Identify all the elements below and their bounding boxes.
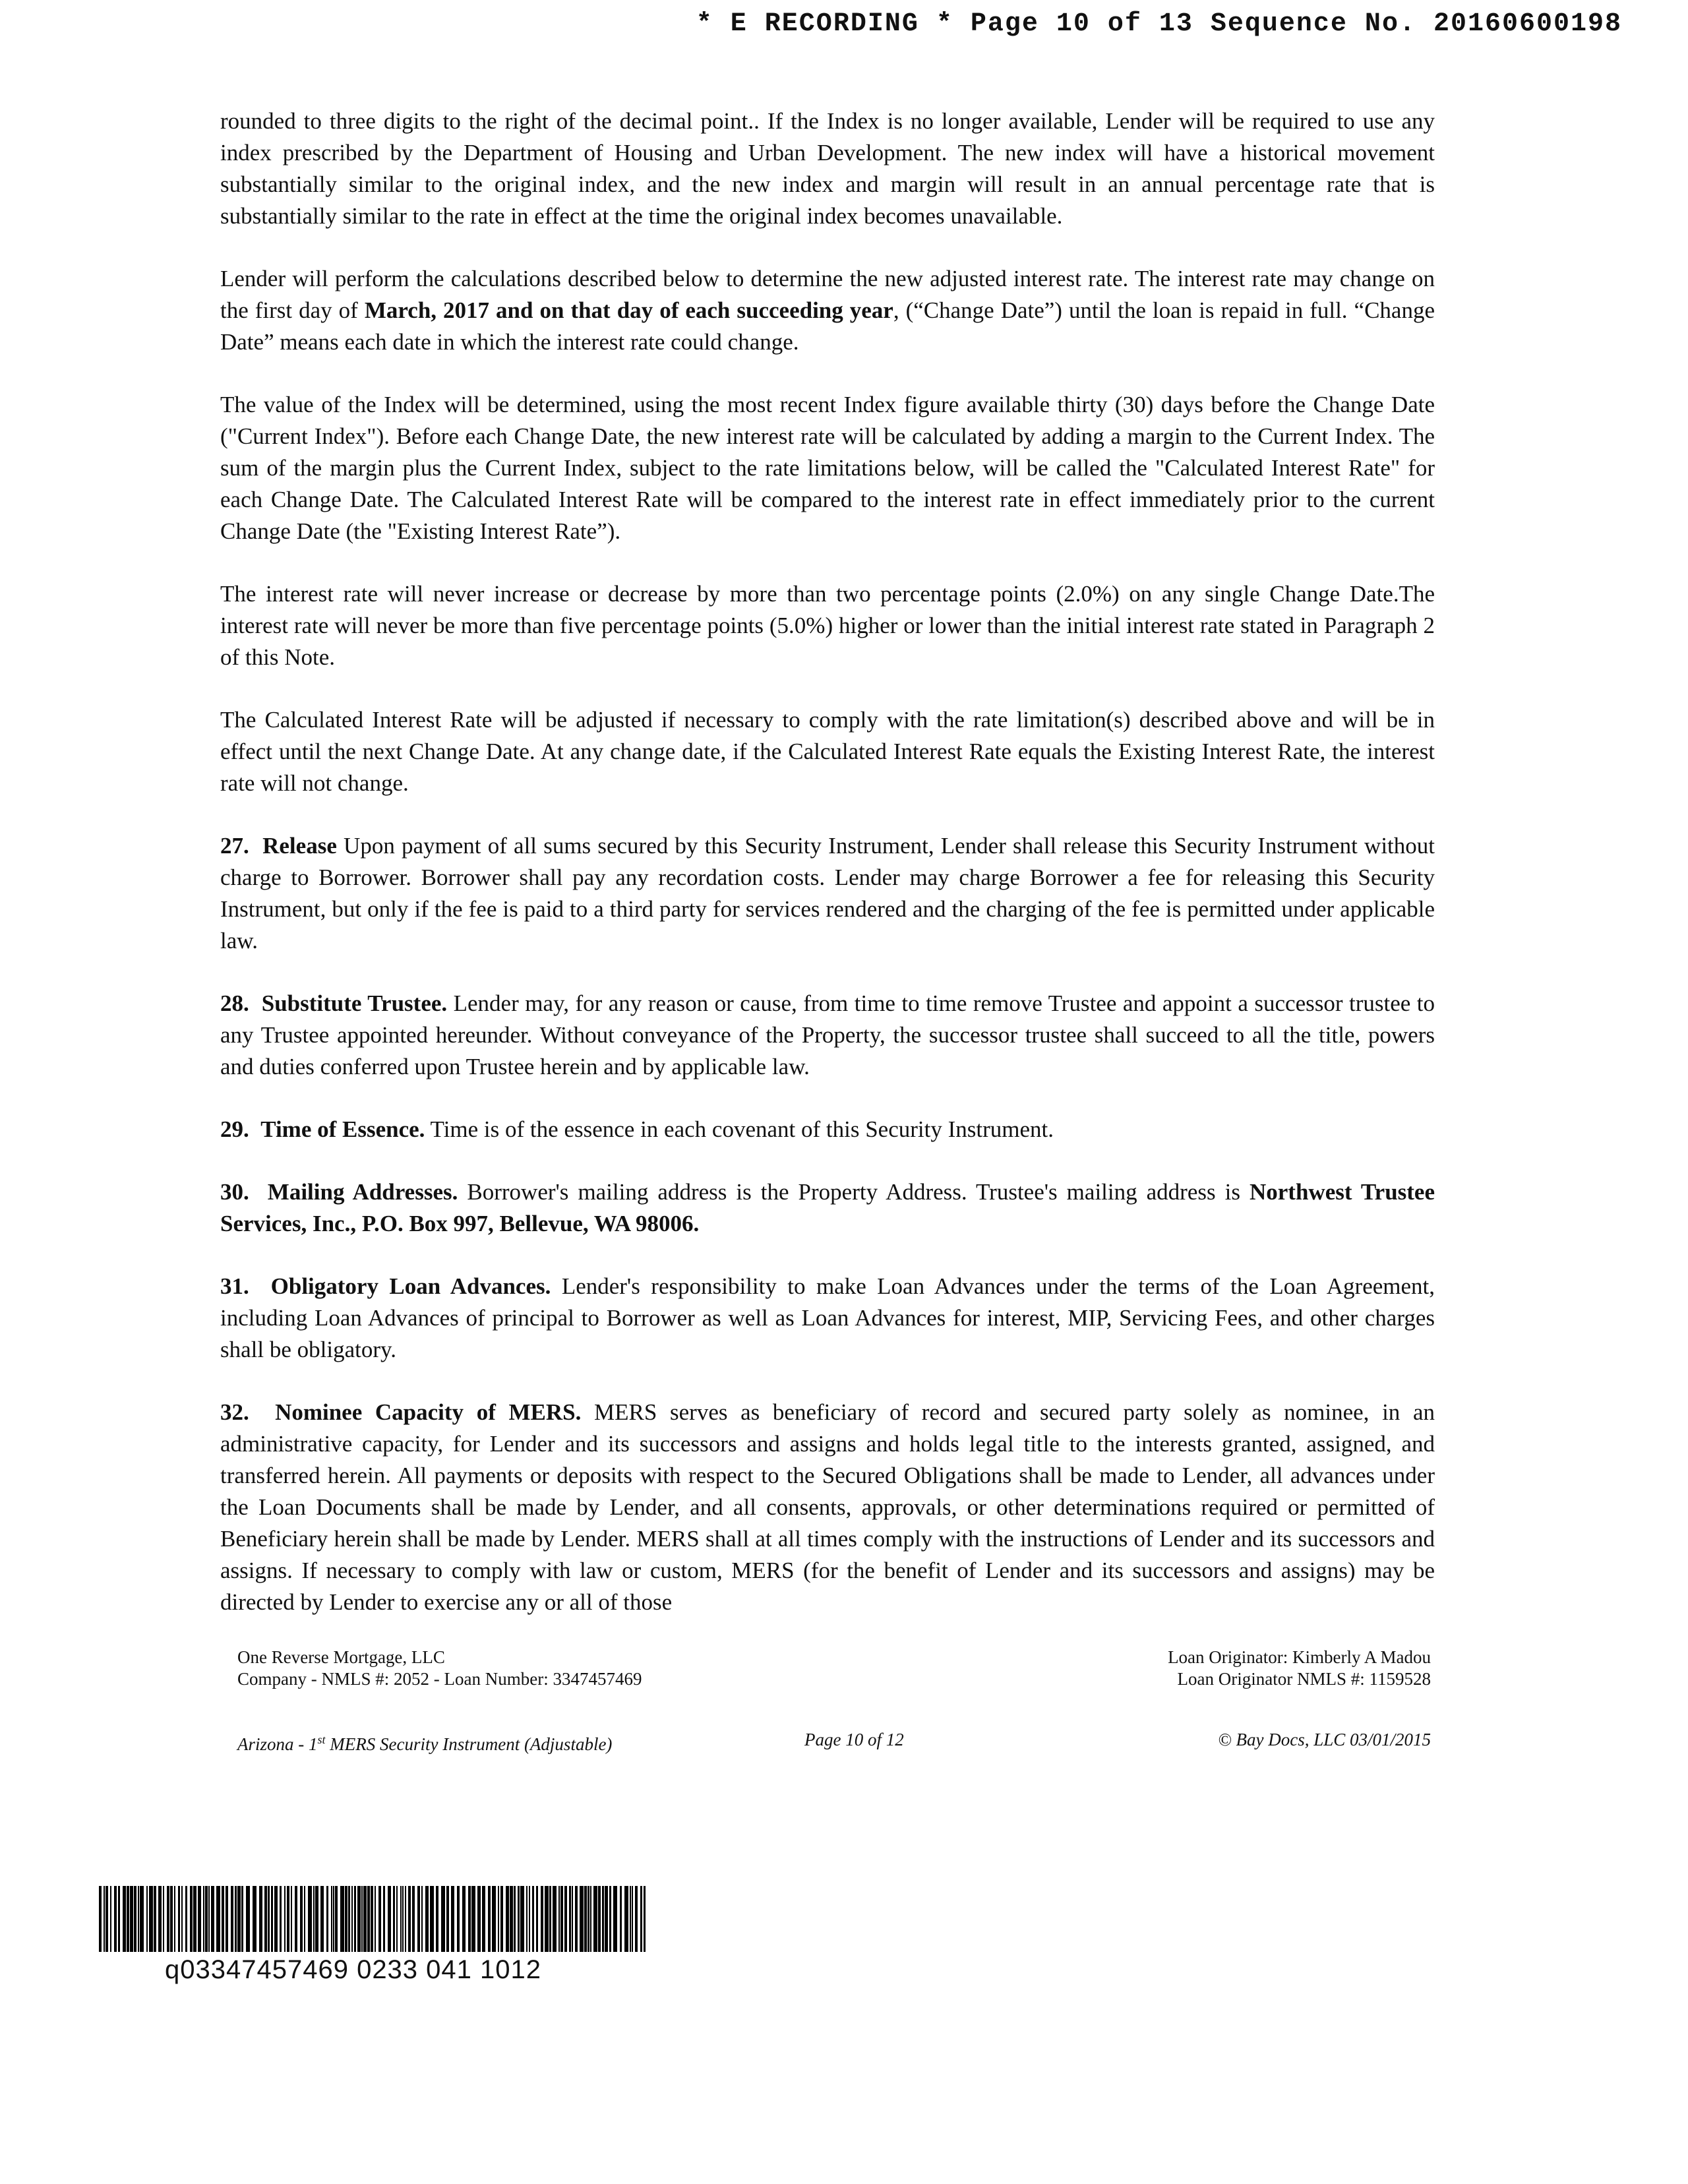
recording-header: * E RECORDING * Page 10 of 13 Sequence No. 20160600198 — [696, 9, 1622, 39]
section-text: MERS serves as beneficiary of record and secured party solely as nominee, in an administrative capacity, for Lender and its successors and assigns and holds legal title to the interests granted, assigned, and transferred herein. All payments or deposits with respect to the Secured Obligations shall be made to Lender, all advances under the Loan Documents shall be made by Lender, and all consents, approvals, or other determinations required or permitted of Beneficiary herein shall be made by Lender. MERS shall at all times comply with the instructions of Lender and its successors and assigns. If necessary to comply with law or custom, MERS (for the benefit of Lender and its successors and assigns) may be directed by Lender to exercise any or all of those — [220, 1399, 1435, 1615]
section-heading: Substitute Trustee. — [261, 990, 448, 1016]
section-text: Upon payment of all sums secured by this Security Instrument, Lender shall release this Security Instrument without charge to Borrower. Borrower shall pay any recordation costs. Lender may charge Borrower a fee for releasing this Security Instrument, but only if the fee is paid to a third party for services rendered and the charging of the fee is permitted under applicable law. — [220, 833, 1435, 954]
form-title: Arizona - 1st MERS Security Instrument (Adjustable) — [237, 1733, 613, 1754]
change-date-bold: March, 2017 and on that day of each succeeding year — [364, 297, 893, 323]
section-number: 29. — [220, 1116, 249, 1142]
section-31-obligatory-loan-advances — [220, 1271, 1435, 1366]
section-27-release — [220, 830, 1435, 957]
document-body — [220, 106, 1435, 1618]
section-heading: Time of Essence. — [260, 1116, 425, 1142]
section-heading: Obligatory Loan Advances. — [270, 1273, 551, 1299]
loan-originator: Loan Originator: Kimberly A Madou — [1168, 1647, 1431, 1667]
paragraph-change-date — [220, 263, 1435, 358]
section-29-time-of-essence — [220, 1114, 1435, 1145]
section-30-mailing-addresses — [220, 1176, 1435, 1240]
section-text: Borrower's mailing address is the Property Address. Trustee's mailing address is — [458, 1179, 1250, 1205]
section-number: 28. — [220, 990, 249, 1016]
section-heading: Mailing Addresses. — [267, 1179, 458, 1205]
section-number: 30. — [220, 1179, 249, 1205]
trustee-address: Northwest Trustee Services, Inc., P.O. Box 997, Bellevue, WA 98006. — [220, 1179, 1435, 1236]
company-name: One Reverse Mortgage, LLC — [237, 1647, 445, 1667]
barcode-number: q03347457469 0233 041 1012 — [165, 1955, 541, 1984]
section-28-substitute-trustee — [220, 988, 1435, 1083]
barcode-icon — [99, 1886, 646, 1952]
section-text: Lender's responsibility to make Loan Advances under the terms of the Loan Agreement, including Loan Advances of principal to Borrower as well as Loan Advances for interest, MIP, Servicing Fees, and other charges shall be obligatory. — [220, 1273, 1435, 1362]
section-number: 32. — [220, 1399, 249, 1425]
section-heading: Nominee Capacity of MERS. — [275, 1399, 582, 1425]
paragraph-current-index: The value of the Index will be determined, using the most recent Index figure available thirty (30) days before the Change Date ("Current Index"). Before each Change Date, the new interest rate will be calculated by adding a margin to the Current Index. The sum of the margin plus the Current Index, subject to the rate limitations below, will be called the "Calculated Interest Rate" for each Change Date. The Calculated Interest Rate will be compared to the interest rate in effect immediately prior to the current Change Date (the "Existing Interest Rate”). — [220, 392, 1435, 544]
section-text: Lender may, for any reason or cause, from time to time remove Trustee and appoint a successor trustee to any Trustee appointed hereunder. Without conveyance of the Property, the successor trustee shall succeed to all the title, powers and duties conferred upon Trustee herein and by applicable law. — [220, 990, 1435, 1079]
loan-originator-nmls: Loan Originator NMLS #: 1159528 — [1177, 1669, 1431, 1689]
copyright: © Bay Docs, LLC 03/01/2015 — [1218, 1730, 1431, 1749]
paragraph-text: , (“Change Date”) until the loan is repaid in full. “Change Date” means each date in which the interest rate could change. — [220, 297, 1435, 355]
section-text: Time is of the essence in each covenant of this Security Instrument. — [425, 1116, 1054, 1142]
section-number: 27. — [220, 833, 249, 859]
section-heading: Release — [262, 833, 337, 859]
footer-company — [237, 1647, 642, 1690]
paragraph-rate-limits: The interest rate will never increase or decrease by more than two percentage points (2.0%) on any single Change Date.The interest rate will never be more than five percentage points (5.0%) higher or lower than the initial interest rate stated in Paragraph 2 of this Note. — [220, 581, 1435, 670]
company-nmls: Company - NMLS #: 2052 - Loan Number: 3347457469 — [237, 1669, 642, 1689]
section-32-nominee-capacity — [220, 1397, 1435, 1618]
page-number: Page 10 of 12 — [804, 1730, 904, 1749]
paragraph-adjustment: The Calculated Interest Rate will be adjusted if necessary to comply with the rate limitation(s) described above and will be in effect until the next Change Date. At any change date, if the Calculated Interest Rate equals the Existing Interest Rate, the interest rate will not change. — [220, 707, 1435, 796]
paragraph-text: Lender will perform the calculations described below to determine the new adjusted interest rate. The interest rate may change on the first day of — [220, 266, 1435, 323]
section-number: 31. — [220, 1273, 249, 1299]
footer-originator — [1168, 1647, 1431, 1690]
paragraph-index: rounded to three digits to the right of the decimal point.. If the Index is no longer available, Lender will be required to use any index prescribed by the Department of Housing and Urban Development. The new index will have a historical movement substantially similar to the original index, and the new index and margin will result in an annual percentage rate that is substantially similar to the rate in effect at the time the original index becomes unavailable. — [220, 108, 1435, 229]
